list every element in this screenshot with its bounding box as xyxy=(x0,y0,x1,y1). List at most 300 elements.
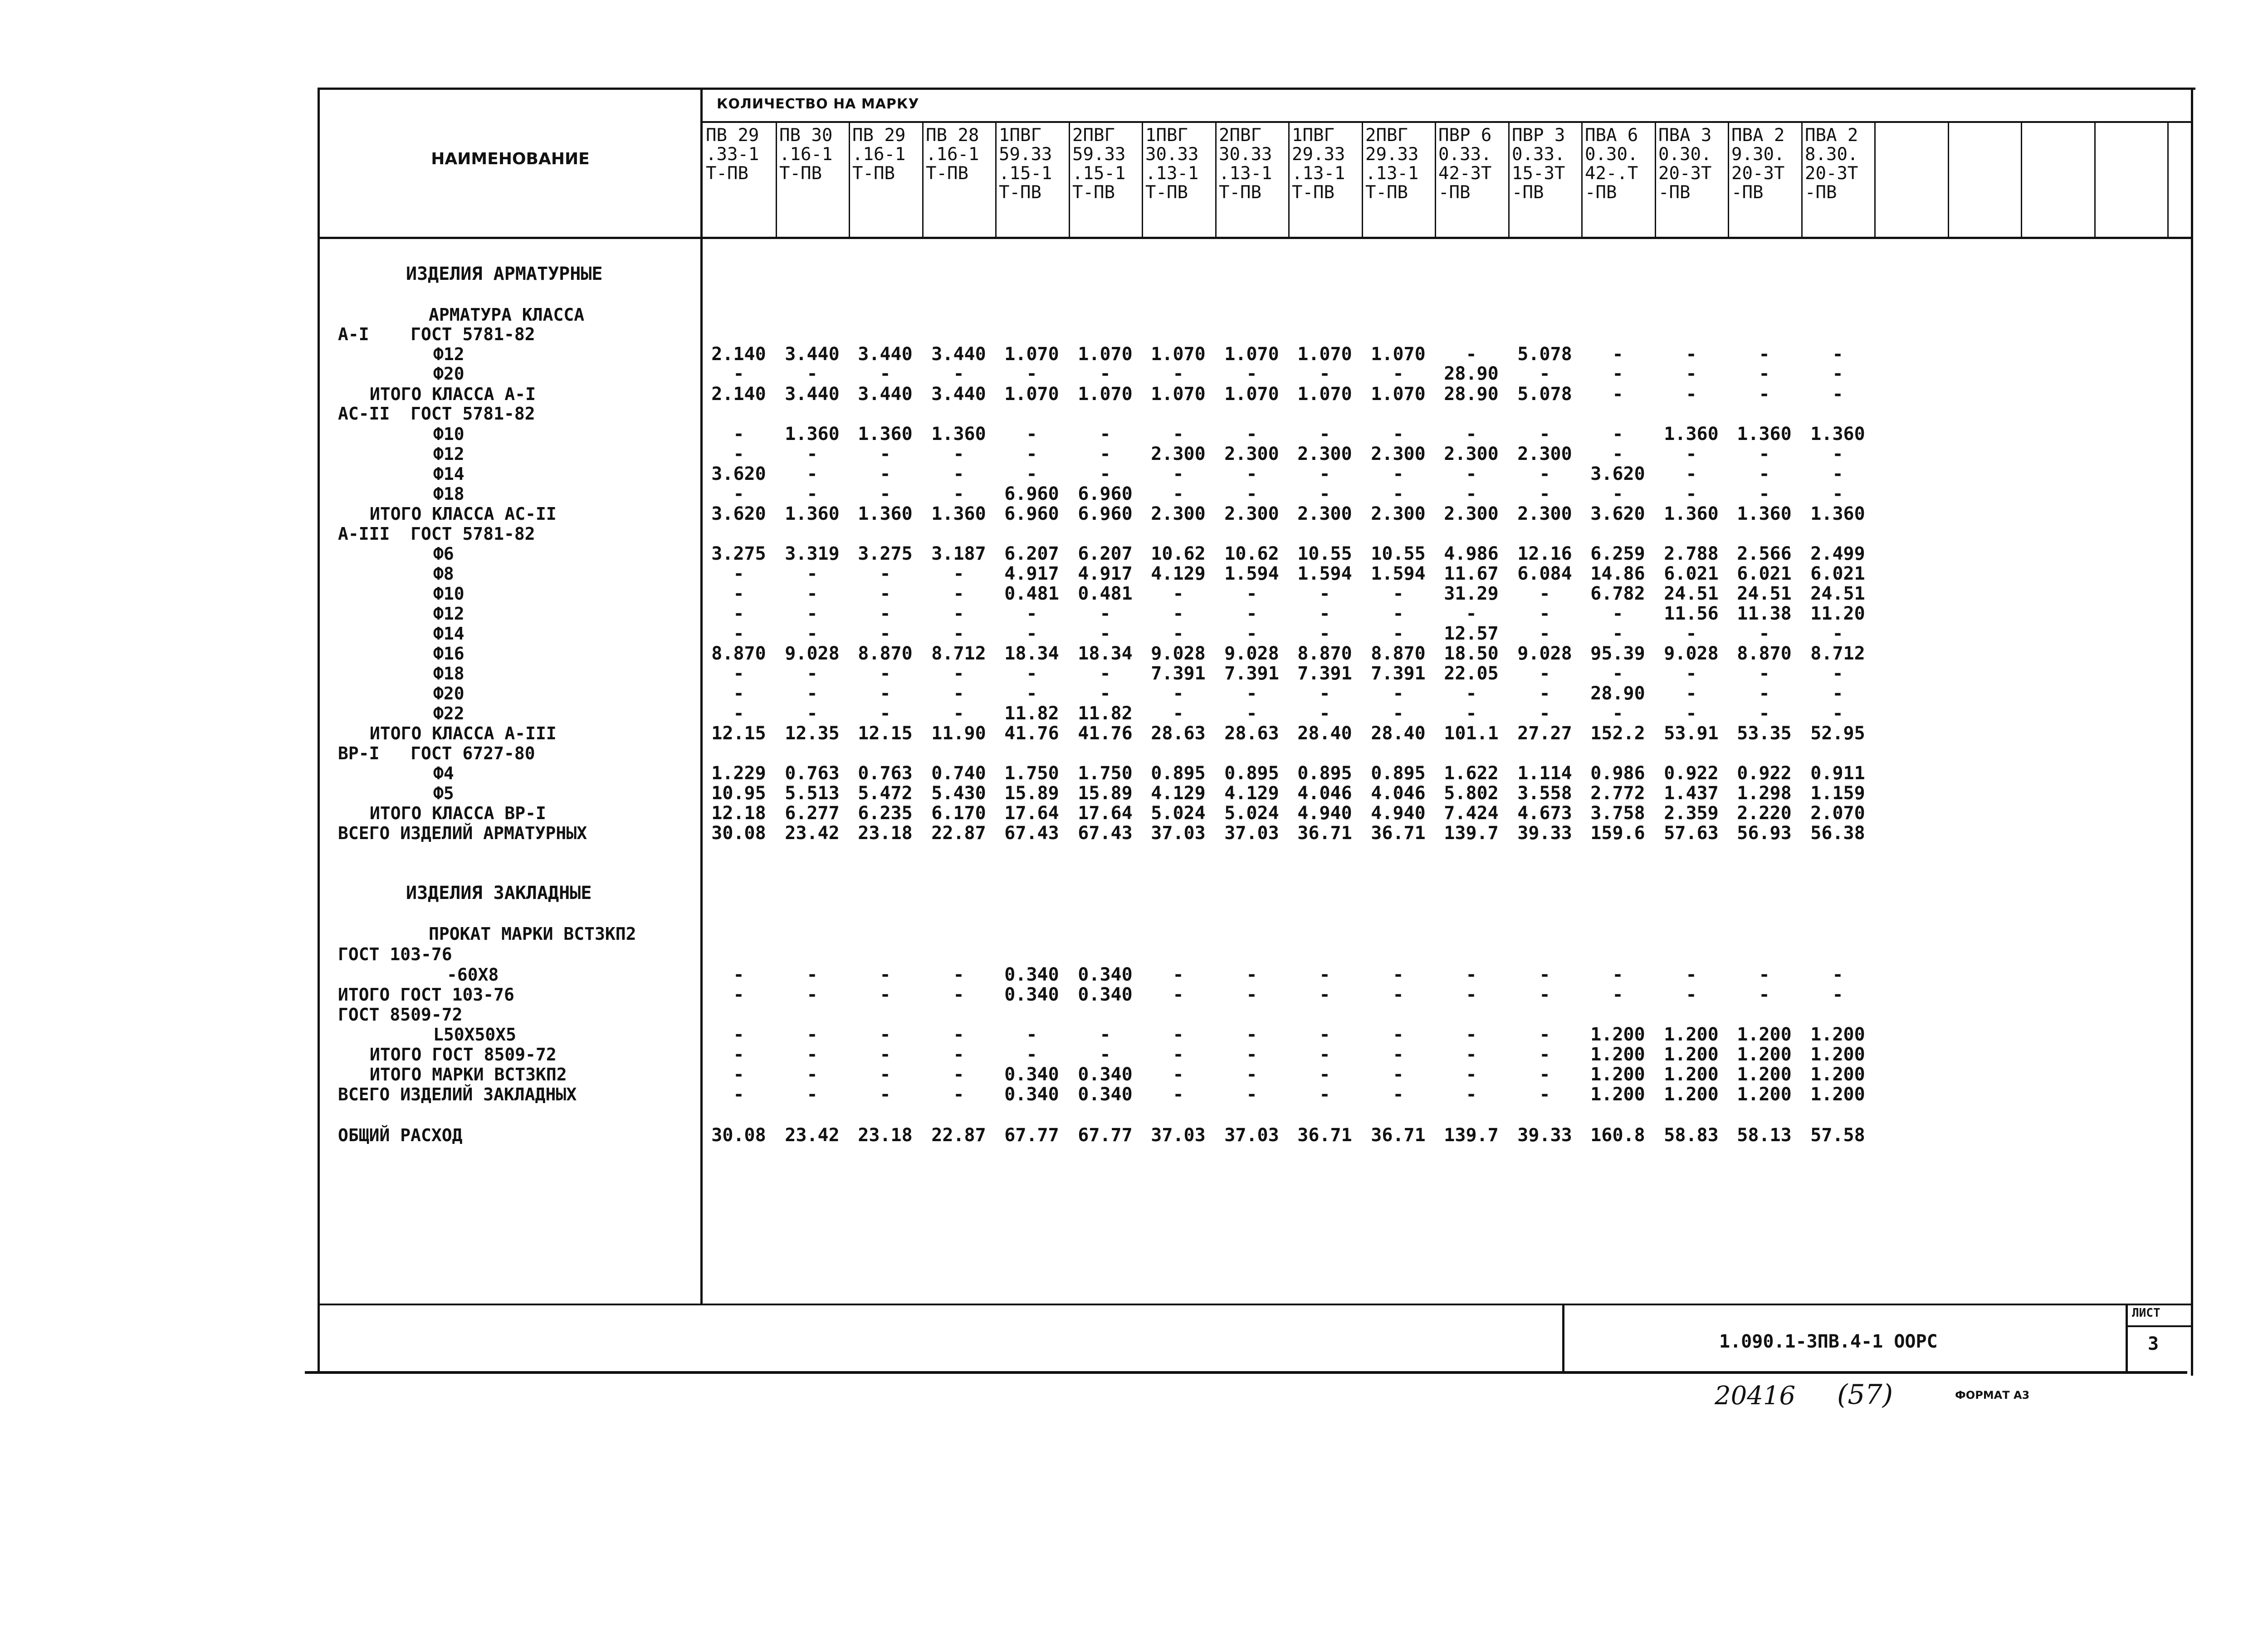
quantity-per-mark-label: КОЛИЧЕСТВО НА МАРКУ xyxy=(717,96,919,112)
table-cell: 1.200 xyxy=(1590,1064,1645,1085)
row-label: ИТОГО КЛАССА А-I xyxy=(370,384,536,404)
column-header-line: 0.30. xyxy=(1658,144,1712,165)
table-cell: - xyxy=(1466,683,1477,704)
table-cell: - xyxy=(807,703,818,724)
column-header-line: 29.33 xyxy=(1365,144,1419,165)
table-cell: - xyxy=(1319,1044,1330,1065)
table-cell: 8.712 xyxy=(931,643,986,664)
table-cell: - xyxy=(880,984,891,1005)
table-cell: 28.40 xyxy=(1297,723,1352,744)
table-cell: 1.360 xyxy=(1810,424,1865,444)
table-cell: 4.129 xyxy=(1151,783,1206,804)
table-cell: 12.15 xyxy=(711,723,766,744)
column-header-line: -ПВ xyxy=(1585,182,1617,203)
table-cell: 4.673 xyxy=(1517,803,1572,824)
table-cell: 22.87 xyxy=(931,823,986,844)
table-cell: 36.71 xyxy=(1371,1125,1426,1146)
column-header-line: ПВ 29 xyxy=(852,125,906,146)
table-cell: - xyxy=(1466,603,1477,624)
table-cell: - xyxy=(1319,1024,1330,1045)
table-cell: 36.71 xyxy=(1297,1125,1352,1146)
table-cell: 1.360 xyxy=(1664,424,1719,444)
column-header-line: Т-ПВ xyxy=(1292,182,1334,203)
table-cell: 3.319 xyxy=(785,543,840,564)
table-cell: 2.300 xyxy=(1444,444,1499,464)
table-cell: 3.275 xyxy=(858,543,913,564)
table-cell: - xyxy=(953,1024,964,1045)
table-cell: 4.046 xyxy=(1297,783,1352,804)
table-cell: 1.360 xyxy=(1810,503,1865,524)
table-cell: - xyxy=(1539,1064,1550,1085)
column-header-line: 1ПВГ xyxy=(1292,125,1334,146)
table-cell: - xyxy=(880,703,891,724)
table-cell: 1.070 xyxy=(1004,344,1059,365)
table-cell: 12.18 xyxy=(711,803,766,824)
column-header xyxy=(1365,126,1418,202)
table-cell: - xyxy=(1026,683,1037,704)
row-label: ИТОГО КЛАССА АС-II xyxy=(370,504,557,524)
table-cell: 2.300 xyxy=(1297,444,1352,464)
table-cell: 10.55 xyxy=(1371,543,1426,564)
table-cell: - xyxy=(1100,444,1111,464)
table-cell: - xyxy=(807,563,818,584)
table-cell: 1.070 xyxy=(1078,384,1133,405)
table-cell: - xyxy=(1393,1064,1404,1085)
table-cell: 58.83 xyxy=(1664,1125,1719,1146)
table-cell: - xyxy=(1686,663,1697,684)
table-cell: 1.070 xyxy=(1297,384,1352,405)
table-cell: 1.437 xyxy=(1664,783,1719,804)
table-cell: 8.870 xyxy=(1737,643,1792,664)
table-cell: - xyxy=(1393,583,1404,604)
table-cell: 1.070 xyxy=(1297,344,1352,365)
table-cell: 6.021 xyxy=(1737,563,1792,584)
table-cell: - xyxy=(1832,464,1843,484)
column-header-line: 59.33 xyxy=(1072,144,1126,165)
column-header-line: .15-1 xyxy=(999,163,1052,184)
table-cell: 10.62 xyxy=(1224,543,1279,564)
table-cell: - xyxy=(807,1044,818,1065)
table-cell: - xyxy=(1686,964,1697,985)
table-cell: 3.440 xyxy=(931,344,986,365)
sheet-cell-divider xyxy=(2126,1325,2193,1327)
table-cell: - xyxy=(880,1024,891,1045)
table-cell: - xyxy=(1246,1024,1257,1045)
row-label: Ф12 xyxy=(433,604,464,624)
table-cell: 1.360 xyxy=(858,424,913,444)
table-cell: 4.986 xyxy=(1444,543,1499,564)
table-cell: - xyxy=(807,464,818,484)
table-cell: - xyxy=(1686,984,1697,1005)
table-cell: - xyxy=(1832,703,1843,724)
table-cell: - xyxy=(807,623,818,644)
row-label: ВСЕГО ИЗДЕЛИЙ АРМАТУРНЫХ xyxy=(338,823,587,843)
table-cell: 1.200 xyxy=(1810,1084,1865,1105)
table-cell: - xyxy=(1173,424,1184,444)
table-cell: - xyxy=(1612,424,1623,444)
column-header-line: Т-ПВ xyxy=(1072,182,1115,203)
table-cell: 56.93 xyxy=(1737,823,1792,844)
table-cell: 1.070 xyxy=(1371,384,1426,405)
table-cell: - xyxy=(1026,1044,1037,1065)
table-cell: 9.028 xyxy=(1224,643,1279,664)
table-cell: 1.070 xyxy=(1151,344,1206,365)
column-header-line: .16-1 xyxy=(926,144,979,165)
table-cell: - xyxy=(1466,964,1477,985)
table-cell: - xyxy=(807,964,818,985)
column-header-line: .13-1 xyxy=(1292,163,1345,184)
table-cell: 4.940 xyxy=(1371,803,1426,824)
table-cell: 30.08 xyxy=(711,823,766,844)
table-cell: - xyxy=(1173,703,1184,724)
table-cell: - xyxy=(1173,964,1184,985)
table-cell: - xyxy=(807,984,818,1005)
table-cell: - xyxy=(807,444,818,464)
table-cell: 57.63 xyxy=(1664,823,1719,844)
table-cell: 8.870 xyxy=(1297,643,1352,664)
column-header-line: -ПВ xyxy=(1805,182,1837,203)
table-cell: - xyxy=(733,603,744,624)
table-cell: 4.129 xyxy=(1224,783,1279,804)
table-cell: - xyxy=(1100,1044,1111,1065)
table-cell: - xyxy=(1612,984,1623,1005)
table-cell: 57.58 xyxy=(1810,1125,1865,1146)
table-cell: 95.39 xyxy=(1590,643,1645,664)
table-cell: 6.084 xyxy=(1517,563,1572,584)
column-header-line: 0.33. xyxy=(1512,144,1565,165)
table-cell: 0.481 xyxy=(1078,583,1133,604)
table-cell: 8.870 xyxy=(1371,643,1426,664)
table-cell: - xyxy=(1319,583,1330,604)
column-header-line: 2ПВГ xyxy=(1072,125,1115,146)
table-cell: 1.070 xyxy=(1004,384,1059,405)
row-label: ИТОГО КЛАССА А-III xyxy=(370,723,557,743)
table-cell: - xyxy=(1100,363,1111,384)
table-cell: 2.788 xyxy=(1664,543,1719,564)
column-header xyxy=(1658,126,1711,202)
table-cell: - xyxy=(953,444,964,464)
column-header-line: Т-ПВ xyxy=(926,163,968,184)
frame-bottom xyxy=(305,1371,2187,1374)
table-cell: - xyxy=(733,583,744,604)
table-cell: 22.05 xyxy=(1444,663,1499,684)
sheet-label: ЛИСТ xyxy=(2132,1306,2160,1320)
stamp-top-line xyxy=(318,1304,2193,1305)
table-cell: - xyxy=(1100,1024,1111,1045)
column-divider xyxy=(1142,122,1143,238)
table-cell: 28.40 xyxy=(1371,723,1426,744)
table-cell: 0.895 xyxy=(1151,763,1206,784)
table-cell: 58.13 xyxy=(1737,1125,1792,1146)
row-label: Ф20 xyxy=(433,364,464,384)
table-cell: - xyxy=(1466,1044,1477,1065)
table-cell: - xyxy=(953,663,964,684)
column-header-line: 59.33 xyxy=(999,144,1052,165)
table-cell: 0.922 xyxy=(1664,763,1719,784)
table-cell: 12.15 xyxy=(858,723,913,744)
table-cell: 1.360 xyxy=(931,424,986,444)
column-header-line: 2ПВГ xyxy=(1219,125,1261,146)
table-cell: 1.750 xyxy=(1078,763,1133,784)
table-cell: 39.33 xyxy=(1517,823,1572,844)
table-cell: 0.340 xyxy=(1004,964,1059,985)
table-cell: - xyxy=(1759,964,1770,985)
column-header xyxy=(706,126,759,183)
column-header-line: ПВР 6 xyxy=(1438,125,1492,146)
table-cell: 3.440 xyxy=(785,344,840,365)
table-cell: - xyxy=(1759,464,1770,484)
table-cell: 28.90 xyxy=(1444,363,1499,384)
column-header xyxy=(1072,126,1125,202)
table-cell: 6.960 xyxy=(1078,484,1133,504)
table-cell: 15.89 xyxy=(1004,783,1059,804)
table-cell: - xyxy=(807,583,818,604)
table-cell: 0.895 xyxy=(1371,763,1426,784)
table-cell: - xyxy=(1100,663,1111,684)
table-cell: - xyxy=(1246,583,1257,604)
table-cell: 6.960 xyxy=(1078,503,1133,524)
table-cell: - xyxy=(1173,1084,1184,1105)
table-cell: - xyxy=(807,1084,818,1105)
table-cell: 2.300 xyxy=(1517,503,1572,524)
table-cell: - xyxy=(1319,1064,1330,1085)
column-header-line: -ПВ xyxy=(1512,182,1544,203)
table-cell: 30.08 xyxy=(711,1125,766,1146)
table-cell: - xyxy=(733,1064,744,1085)
table-cell: - xyxy=(1539,1024,1550,1045)
table-cell: 152.2 xyxy=(1590,723,1645,744)
table-cell: - xyxy=(1246,683,1257,704)
row-label: Ф12 xyxy=(433,344,464,364)
format-label: ФОРМАТ А3 xyxy=(1955,1389,2030,1402)
table-cell: - xyxy=(1026,603,1037,624)
table-cell: - xyxy=(1319,703,1330,724)
column-header-line: ПВР 3 xyxy=(1512,125,1565,146)
column-divider xyxy=(1655,122,1656,238)
table-cell: - xyxy=(1539,363,1550,384)
column-header xyxy=(852,126,905,183)
table-cell: - xyxy=(1393,1044,1404,1065)
row-label: Ф6 xyxy=(433,544,454,564)
table-cell: 0.763 xyxy=(858,763,913,784)
row-label: ИТОГО ГОСТ 103-76 xyxy=(338,985,514,1005)
table-cell: 28.63 xyxy=(1224,723,1279,744)
header-bottom-line xyxy=(318,237,2193,239)
column-divider xyxy=(1948,122,1949,238)
table-cell: - xyxy=(953,583,964,604)
column-divider xyxy=(1435,122,1436,238)
table-cell: 2.499 xyxy=(1810,543,1865,564)
table-cell: - xyxy=(1612,363,1623,384)
table-cell: - xyxy=(807,363,818,384)
table-cell: 39.33 xyxy=(1517,1125,1572,1146)
table-cell: - xyxy=(880,363,891,384)
table-cell: - xyxy=(1246,1044,1257,1065)
table-cell: - xyxy=(1832,984,1843,1005)
table-cell: 4.917 xyxy=(1078,563,1133,584)
table-cell: - xyxy=(1686,363,1697,384)
table-cell: - xyxy=(733,1024,744,1045)
column-header-line: 29.33 xyxy=(1292,144,1345,165)
table-cell: - xyxy=(1539,703,1550,724)
table-cell: 67.43 xyxy=(1004,823,1059,844)
column-header-line: 8.30. xyxy=(1805,144,1858,165)
table-cell: - xyxy=(1539,583,1550,604)
document-code: 1.090.1-3ПВ.4-1 ООРС xyxy=(1719,1331,1938,1352)
table-cell: 11.82 xyxy=(1004,703,1059,724)
table-cell: - xyxy=(1319,464,1330,484)
table-cell: 1.070 xyxy=(1224,384,1279,405)
table-cell: 1.200 xyxy=(1810,1064,1865,1085)
table-cell: 0.340 xyxy=(1004,1064,1059,1085)
row-label: А-III ГОСТ 5781-82 xyxy=(338,524,535,544)
table-cell: - xyxy=(1539,1084,1550,1105)
table-cell: - xyxy=(1686,344,1697,365)
table-cell: 67.77 xyxy=(1078,1125,1133,1146)
table-cell: - xyxy=(733,623,744,644)
table-cell: - xyxy=(1759,444,1770,464)
table-cell: 67.43 xyxy=(1078,823,1133,844)
table-cell: 1.070 xyxy=(1371,344,1426,365)
row-label: Ф10 xyxy=(433,584,464,604)
table-cell: 2.300 xyxy=(1444,503,1499,524)
table-cell: 37.03 xyxy=(1224,1125,1279,1146)
column-header-line: Т-ПВ xyxy=(1145,182,1188,203)
row-label: АРМАТУРА КЛАССА xyxy=(429,305,585,325)
table-cell: 41.76 xyxy=(1004,723,1059,744)
table-cell: 1.360 xyxy=(931,503,986,524)
table-cell: 10.55 xyxy=(1297,543,1352,564)
table-cell: - xyxy=(1466,344,1477,365)
table-cell: - xyxy=(1246,703,1257,724)
table-cell: - xyxy=(1393,683,1404,704)
column-header-line: 1ПВГ xyxy=(999,125,1041,146)
column-header xyxy=(1145,126,1198,202)
table-cell: 0.895 xyxy=(1297,763,1352,784)
table-cell: - xyxy=(1466,703,1477,724)
table-cell: 3.558 xyxy=(1517,783,1572,804)
table-cell: 3.620 xyxy=(711,503,766,524)
table-cell: 1.200 xyxy=(1810,1044,1865,1065)
table-cell: - xyxy=(1026,1024,1037,1045)
column-header-line: Т-ПВ xyxy=(1365,182,1408,203)
table-cell: - xyxy=(1100,683,1111,704)
table-cell: 3.440 xyxy=(858,344,913,365)
table-cell: - xyxy=(1832,344,1843,365)
table-cell: - xyxy=(1686,703,1697,724)
column-header-line: ПВА 3 xyxy=(1658,125,1712,146)
table-cell: 18.34 xyxy=(1004,643,1059,664)
table-cell: 9.028 xyxy=(1517,643,1572,664)
table-cell: - xyxy=(733,663,744,684)
column-header-line: 0.33. xyxy=(1438,144,1492,165)
table-cell: 0.481 xyxy=(1004,583,1059,604)
table-cell: - xyxy=(1539,464,1550,484)
table-cell: 3.620 xyxy=(711,464,766,484)
table-cell: 3.187 xyxy=(931,543,986,564)
table-cell: 11.56 xyxy=(1664,603,1719,624)
table-cell: 8.870 xyxy=(711,643,766,664)
table-cell: - xyxy=(1100,424,1111,444)
table-cell: 0.340 xyxy=(1004,1084,1059,1105)
row-label: ОБЩИЙ РАСХОД xyxy=(338,1125,463,1145)
table-cell: - xyxy=(733,563,744,584)
row-label: ИТОГО МАРКИ ВСТ3КП2 xyxy=(370,1065,567,1084)
table-cell: - xyxy=(953,964,964,985)
table-cell: - xyxy=(807,484,818,504)
column-divider xyxy=(849,122,850,238)
stamp-divider xyxy=(1562,1304,1564,1372)
table-cell: - xyxy=(1173,464,1184,484)
row-label: -60Х8 xyxy=(447,965,499,985)
table-cell: - xyxy=(1686,683,1697,704)
row-label: ВР-I ГОСТ 6727-80 xyxy=(338,743,535,763)
table-cell: - xyxy=(1832,444,1843,464)
table-cell: 7.391 xyxy=(1224,663,1279,684)
table-cell: 5.078 xyxy=(1517,344,1572,365)
table-cell: 101.1 xyxy=(1444,723,1499,744)
table-cell: 37.03 xyxy=(1224,823,1279,844)
table-cell: - xyxy=(1246,1064,1257,1085)
column-header xyxy=(1805,126,1858,202)
table-cell: - xyxy=(1686,623,1697,644)
table-cell: 0.340 xyxy=(1078,1064,1133,1085)
table-cell: - xyxy=(880,444,891,464)
table-cell: - xyxy=(953,984,964,1005)
table-cell: 1.200 xyxy=(1664,1084,1719,1105)
table-cell: 5.472 xyxy=(858,783,913,804)
table-cell: 2.300 xyxy=(1151,444,1206,464)
table-cell: 37.03 xyxy=(1151,823,1206,844)
column-header-line: .13-1 xyxy=(1365,163,1419,184)
table-cell: - xyxy=(1100,464,1111,484)
table-cell: - xyxy=(880,683,891,704)
table-cell: 2.300 xyxy=(1151,503,1206,524)
table-cell: - xyxy=(1246,964,1257,985)
table-cell: 6.782 xyxy=(1590,583,1645,604)
table-cell: - xyxy=(1466,484,1477,504)
table-cell: 2.566 xyxy=(1737,543,1792,564)
table-cell: - xyxy=(1393,703,1404,724)
column-header-line: -ПВ xyxy=(1658,182,1691,203)
table-cell: 11.82 xyxy=(1078,703,1133,724)
table-cell: - xyxy=(733,363,744,384)
table-cell: - xyxy=(1393,1084,1404,1105)
table-cell: 11.20 xyxy=(1810,603,1865,624)
row-label: Ф4 xyxy=(433,763,454,783)
table-cell: 67.77 xyxy=(1004,1125,1059,1146)
column-divider xyxy=(2167,122,2169,238)
table-cell: 12.16 xyxy=(1517,543,1572,564)
row-label: ГОСТ 8509-72 xyxy=(338,1005,463,1025)
table-cell: 1.200 xyxy=(1664,1024,1719,1045)
table-cell: 1.622 xyxy=(1444,763,1499,784)
column-header-line: 42-3Т xyxy=(1438,163,1492,184)
table-cell: - xyxy=(1466,984,1477,1005)
table-cell: - xyxy=(1539,984,1550,1005)
table-cell: 6.960 xyxy=(1004,503,1059,524)
table-cell: 41.76 xyxy=(1078,723,1133,744)
table-cell: - xyxy=(880,464,891,484)
handwritten-page: (57) xyxy=(1837,1379,1893,1411)
table-cell: - xyxy=(1832,964,1843,985)
table-cell: 0.986 xyxy=(1590,763,1645,784)
table-cell: 2.220 xyxy=(1737,803,1792,824)
table-cell: - xyxy=(1539,964,1550,985)
column-header xyxy=(779,126,832,183)
table-cell: 6.259 xyxy=(1590,543,1645,564)
table-cell: - xyxy=(1466,424,1477,444)
